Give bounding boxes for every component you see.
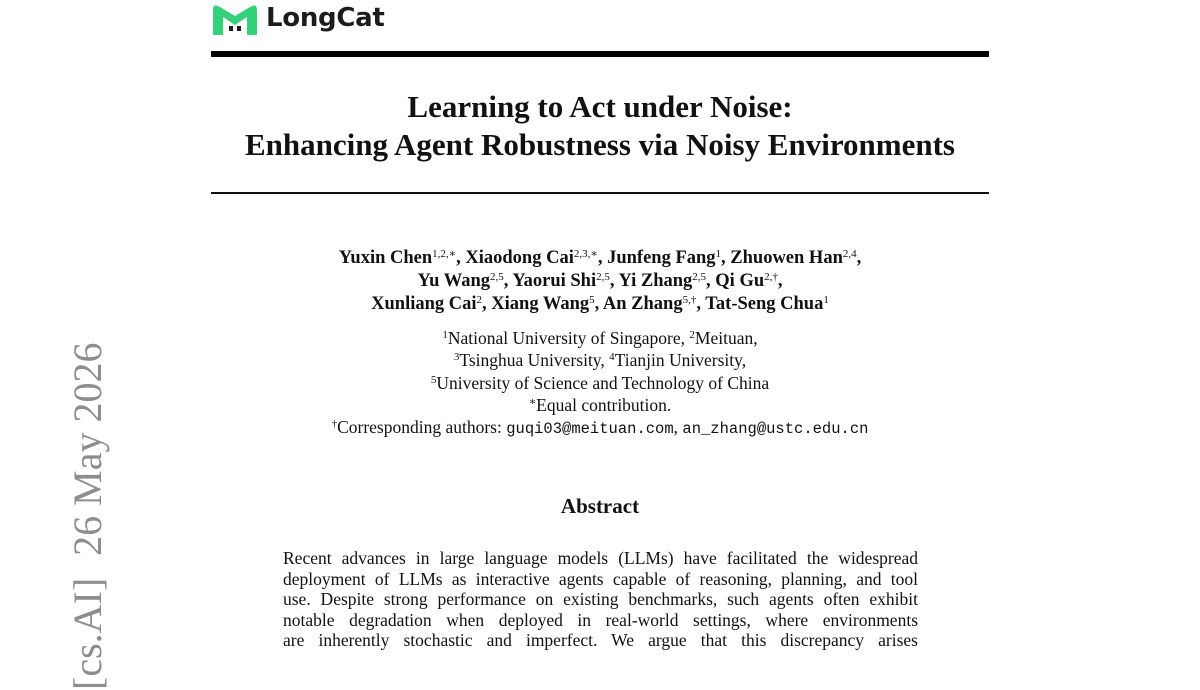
email-link[interactable]: an_zhang@ustc.edu.cn	[682, 420, 868, 438]
author: Xiaodong Cai$^{2,3,∗}$,	[465, 248, 607, 268]
abstract-body	[283, 548, 918, 651]
abstract-line: Recent advances in large language models (LLMs) have facilitated the widespread	[283, 548, 918, 569]
arxiv-date: 26 May 2026	[65, 343, 110, 556]
author: Yu Wang$^{2,5}$,	[417, 271, 512, 291]
author: Xunliang Cai$^2$,	[371, 294, 491, 314]
longcat-logo-icon	[210, 1, 260, 35]
author: Yi Zhang$^{2,5}$,	[618, 271, 715, 291]
arxiv-category: [cs.AI]	[65, 578, 110, 690]
abstract-line: use. Despite strong performance on existing benchmarks, such agents often exhibit	[283, 589, 918, 610]
affiliations	[211, 327, 989, 440]
affiliation-line: $^5$University of Science and Technology of China	[211, 372, 989, 394]
author: Xiang Wang$^5$,	[491, 294, 603, 314]
author: Zhuowen Han$^{2,4}$,	[730, 248, 861, 268]
author-line	[211, 247, 989, 270]
abstract-line: are inherently stochastic and imperfect. We argue that this discrepancy arises	[283, 630, 918, 651]
affiliation-line: $^1$National University of Singapore, $^2$Meituan,	[211, 327, 989, 349]
author: Junfeng Fang$^1$,	[607, 248, 730, 268]
arxiv-stamp	[68, 343, 108, 690]
title-top-rule	[211, 51, 989, 57]
author-list	[211, 247, 989, 316]
author: An Zhang$^{5,\dagger}$,	[603, 294, 705, 314]
author: Yuxin Chen$^{1,2,∗}$,	[339, 248, 466, 268]
abstract-line: deployment of LLMs as interactive agents capable of reasoning, planning, and tool	[283, 569, 918, 590]
author: Qi $Gu^{2,\dagger}$,	[715, 271, 782, 291]
abstract-line: notable degradation when deployed in real-world settings, where environments	[283, 610, 918, 631]
affiliation-line: $^3$Tsinghua University, $^4$Tianjin University,	[211, 349, 989, 371]
paper-title	[211, 88, 989, 164]
equal-contribution-note: ∗Equal contribution.	[211, 394, 989, 416]
title-line: Learning to Act under Noise:	[211, 88, 989, 126]
author: Tat-Seng Chua$^1$	[705, 294, 829, 314]
longcat-logo	[210, 0, 385, 36]
author-line	[211, 293, 989, 316]
title-bottom-rule	[211, 192, 989, 194]
author: Yaorui Shi$^{2,5}$,	[512, 271, 618, 291]
title-line: Enhancing Agent Robustness via Noisy Environments	[211, 126, 989, 164]
corresponding-authors: †Corresponding authors: guqi03@meituan.com, an_zhang@ustc.edu.cn	[211, 416, 989, 440]
logo-text: LongCat	[266, 1, 385, 35]
email-link[interactable]: guqi03@meituan.com	[506, 420, 673, 438]
abstract-heading: Abstract	[211, 493, 989, 519]
author-line	[211, 270, 989, 293]
